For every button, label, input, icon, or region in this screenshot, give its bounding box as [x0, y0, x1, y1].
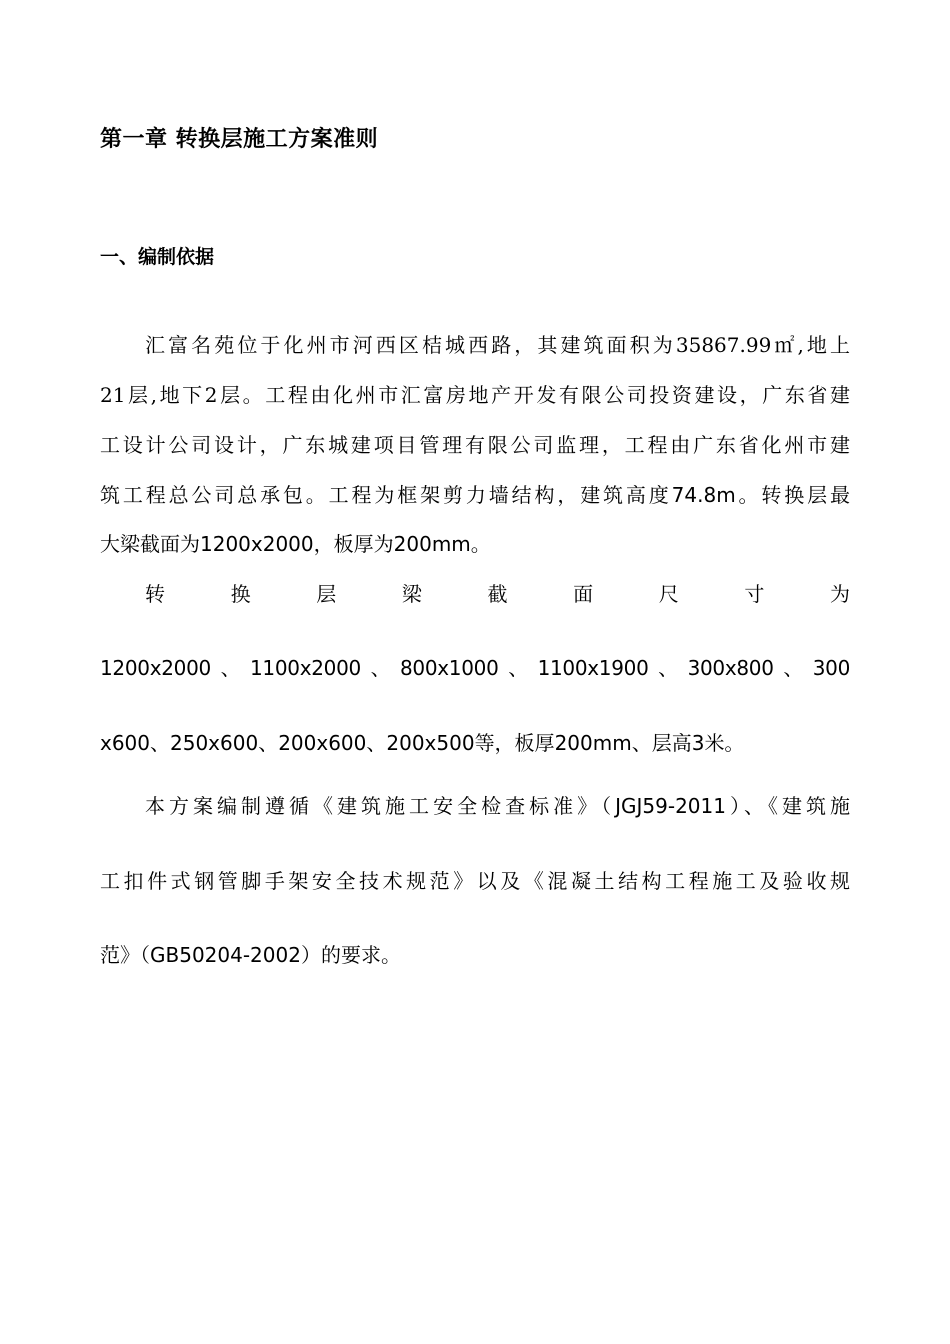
spread-char: 换 [230, 582, 251, 606]
spread-char: 为 [830, 582, 850, 606]
text-run: 大梁截面为 [100, 532, 200, 556]
paragraph-3-line-2: 工扣件式钢管脚手架安全技术规范》以及《混凝土结构工程施工及验收规 [100, 869, 850, 893]
text-run: ,地上 [797, 333, 851, 357]
text-run: 筑工程总公司总承包。工程为框架剪力墙结构，建筑高度 [100, 483, 672, 507]
paragraph-3-line-1 [145, 792, 850, 820]
spread-char: 尺 [658, 582, 679, 606]
spread-char: 寸 [744, 582, 765, 606]
paragraph-1-line-5 [100, 530, 850, 558]
paragraph-1-line-4 [100, 481, 850, 509]
paragraph-1-line-2: 21层,地下2层。工程由化州市汇富房地产开发有限公司投资建设，广东省建 [100, 383, 850, 407]
text-run: 3 [691, 731, 705, 755]
paragraph-2-line-2: 1200x2000、1100x2000、800x1000、1100x1900、300x800、300 [100, 656, 850, 680]
text-run: 本方案编制遵循《建筑施工安全检查标准》（ [145, 794, 616, 818]
section-title: 一、编制依据 [100, 246, 215, 268]
text-run: 汇富名苑位于化州市河西区桔城西路，其建筑面积为35867.99㎡ [145, 333, 798, 357]
chapter-title: 第一章 转换层施工方案准则 [100, 126, 379, 152]
paragraph-2-line-1 [145, 580, 850, 608]
spread-char: 梁 [401, 582, 422, 606]
spread-char: 截 [487, 582, 508, 606]
text-run: 。转换层最 [735, 483, 851, 507]
paragraph-1-line-3: 工设计公司设计，广东城建项目管理有限公司监理，工程由广东省化州市建 [100, 433, 850, 457]
paragraph-3-line-3 [100, 941, 850, 969]
text-run: 200mm [393, 532, 471, 556]
text-run: 米。 [704, 731, 745, 755]
text-run: 1200x2000 [200, 532, 314, 556]
text-run: x600、250x600、200x600、200x500 [100, 731, 475, 755]
text-run: 等，板厚 [474, 731, 555, 755]
text-run: ，板厚为 [313, 532, 394, 556]
text-run: 。 [470, 532, 491, 556]
text-run: ）、《建筑施 [725, 794, 851, 818]
text-run: JGJ59-2011 [615, 794, 726, 818]
paragraph-2-line-3 [100, 729, 850, 757]
spread-char: 转 [145, 582, 165, 606]
text-run: 74.8m [671, 483, 736, 507]
paragraph-1-line-1 [145, 331, 850, 359]
spread-char: 层 [316, 582, 337, 606]
text-run: GB50204-2002 [150, 943, 301, 967]
text-run: 200mm [554, 731, 632, 755]
text-run: 、层高 [631, 731, 692, 755]
text-run: 范》（ [100, 943, 150, 967]
text-run: ）的要求。 [300, 943, 401, 967]
spread-char: 面 [573, 582, 594, 606]
